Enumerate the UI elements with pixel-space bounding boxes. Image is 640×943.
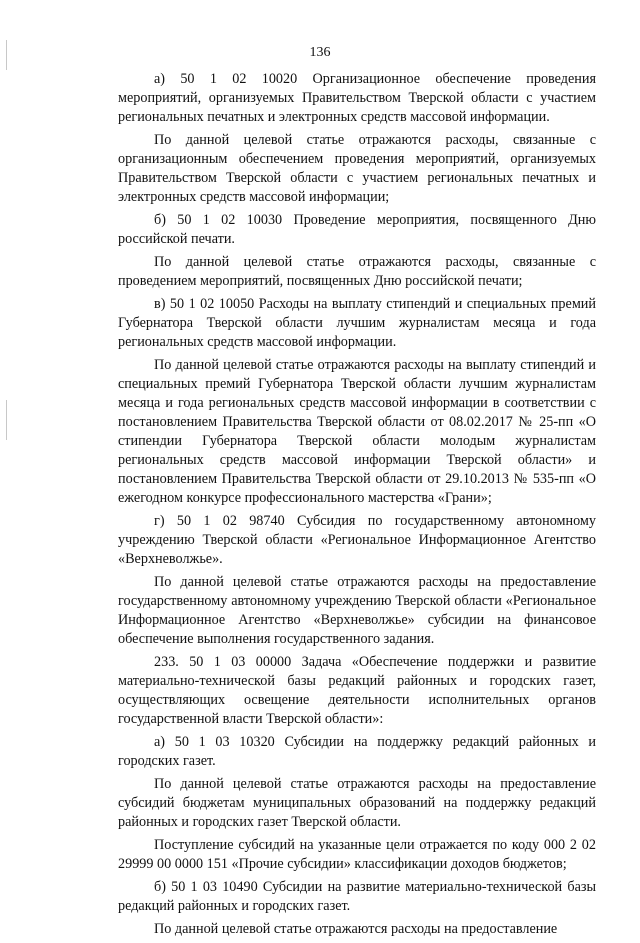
paragraph: По данной целевой статье отражаются расходы на предоставление bbox=[154, 921, 558, 937]
scan-margin-mark bbox=[6, 400, 7, 440]
paragraph: б) 50 1 02 10030 Проведение мероприятия, посвященного Дню российской печати. bbox=[118, 212, 596, 247]
paragraph: По данной целевой статье отражаются расходы, связанные с проведением мероприятий, посвященных Дню российской печати; bbox=[118, 254, 596, 289]
paragraph: 233. 50 1 03 00000 Задача «Обеспечение поддержки и развитие материально-технической базы редакций районных и городских газет, осуществляющих освещение деятельности исполнительных органов государственной власти Тверской области»: bbox=[118, 654, 596, 727]
paragraph: в) 50 1 02 10050 Расходы на выплату стипендий и специальных премий Губернатора Тверской области лучшим журналистам месяца и года региональных средств массовой информации. bbox=[118, 296, 596, 350]
paragraph: б) 50 1 03 10490 Субсидии на развитие материально-технической базы редакций районных и городских газет. bbox=[118, 879, 596, 914]
paragraph: а) 50 1 03 10320 Субсидии на поддержку редакций районных и городских газет. bbox=[118, 734, 596, 769]
paragraph: По данной целевой статье отражаются расходы на предоставление субсидий бюджетам муниципальных образований на поддержку редакций районных и городских газет Тверской области. bbox=[118, 776, 596, 830]
paragraph: г) 50 1 02 98740 Субсидия по государственному автономному учреждению Тверской области «Региональное Информационное Агентство «Верхневолжье». bbox=[118, 513, 596, 567]
paragraph: По данной целевой статье отражаются расходы, связанные с организационным обеспечением проведения мероприятий, организуемых Правительством Тверской области с участием региональных печатных и электронных средств массовой информации; bbox=[118, 132, 596, 205]
document-body bbox=[118, 70, 596, 943]
paragraph: По данной целевой статье отражаются расходы на выплату стипендий и специальных премий Губернатора Тверской области лучшим журналистам месяца и года региональных средств массовой информации в соответствии с постановлением Правительства Тверской области от 08.02.2017 № 25-пп «О стипендии Губернатора Тверской области молодым журналистам региональных средств массовой информации Тверской области» и постановлением Правительства Тверской области от 29.10.2013 № 535-пп «О ежегодном конкурсе профессионального мастерства «Грани»; bbox=[118, 357, 596, 506]
paragraph: По данной целевой статье отражаются расходы на предоставление государственному автономному учреждению Тверской области «Региональное Информационное Агентство «Верхневолжье» субсидии на финансовое обеспечение выполнения государственного задания. bbox=[118, 574, 596, 647]
paragraph: а) 50 1 02 10020 Организационное обеспечение проведения мероприятий, организуемых Правительством Тверской области с участием региональных печатных и электронных средств массовой информации. bbox=[118, 71, 596, 125]
paragraph: Поступление субсидий на указанные цели отражается по коду 000 2 02 29999 00 0000 151 «Прочие субсидии» классификации доходов бюджетов; bbox=[118, 837, 596, 872]
page-number: 136 bbox=[309, 45, 331, 60]
